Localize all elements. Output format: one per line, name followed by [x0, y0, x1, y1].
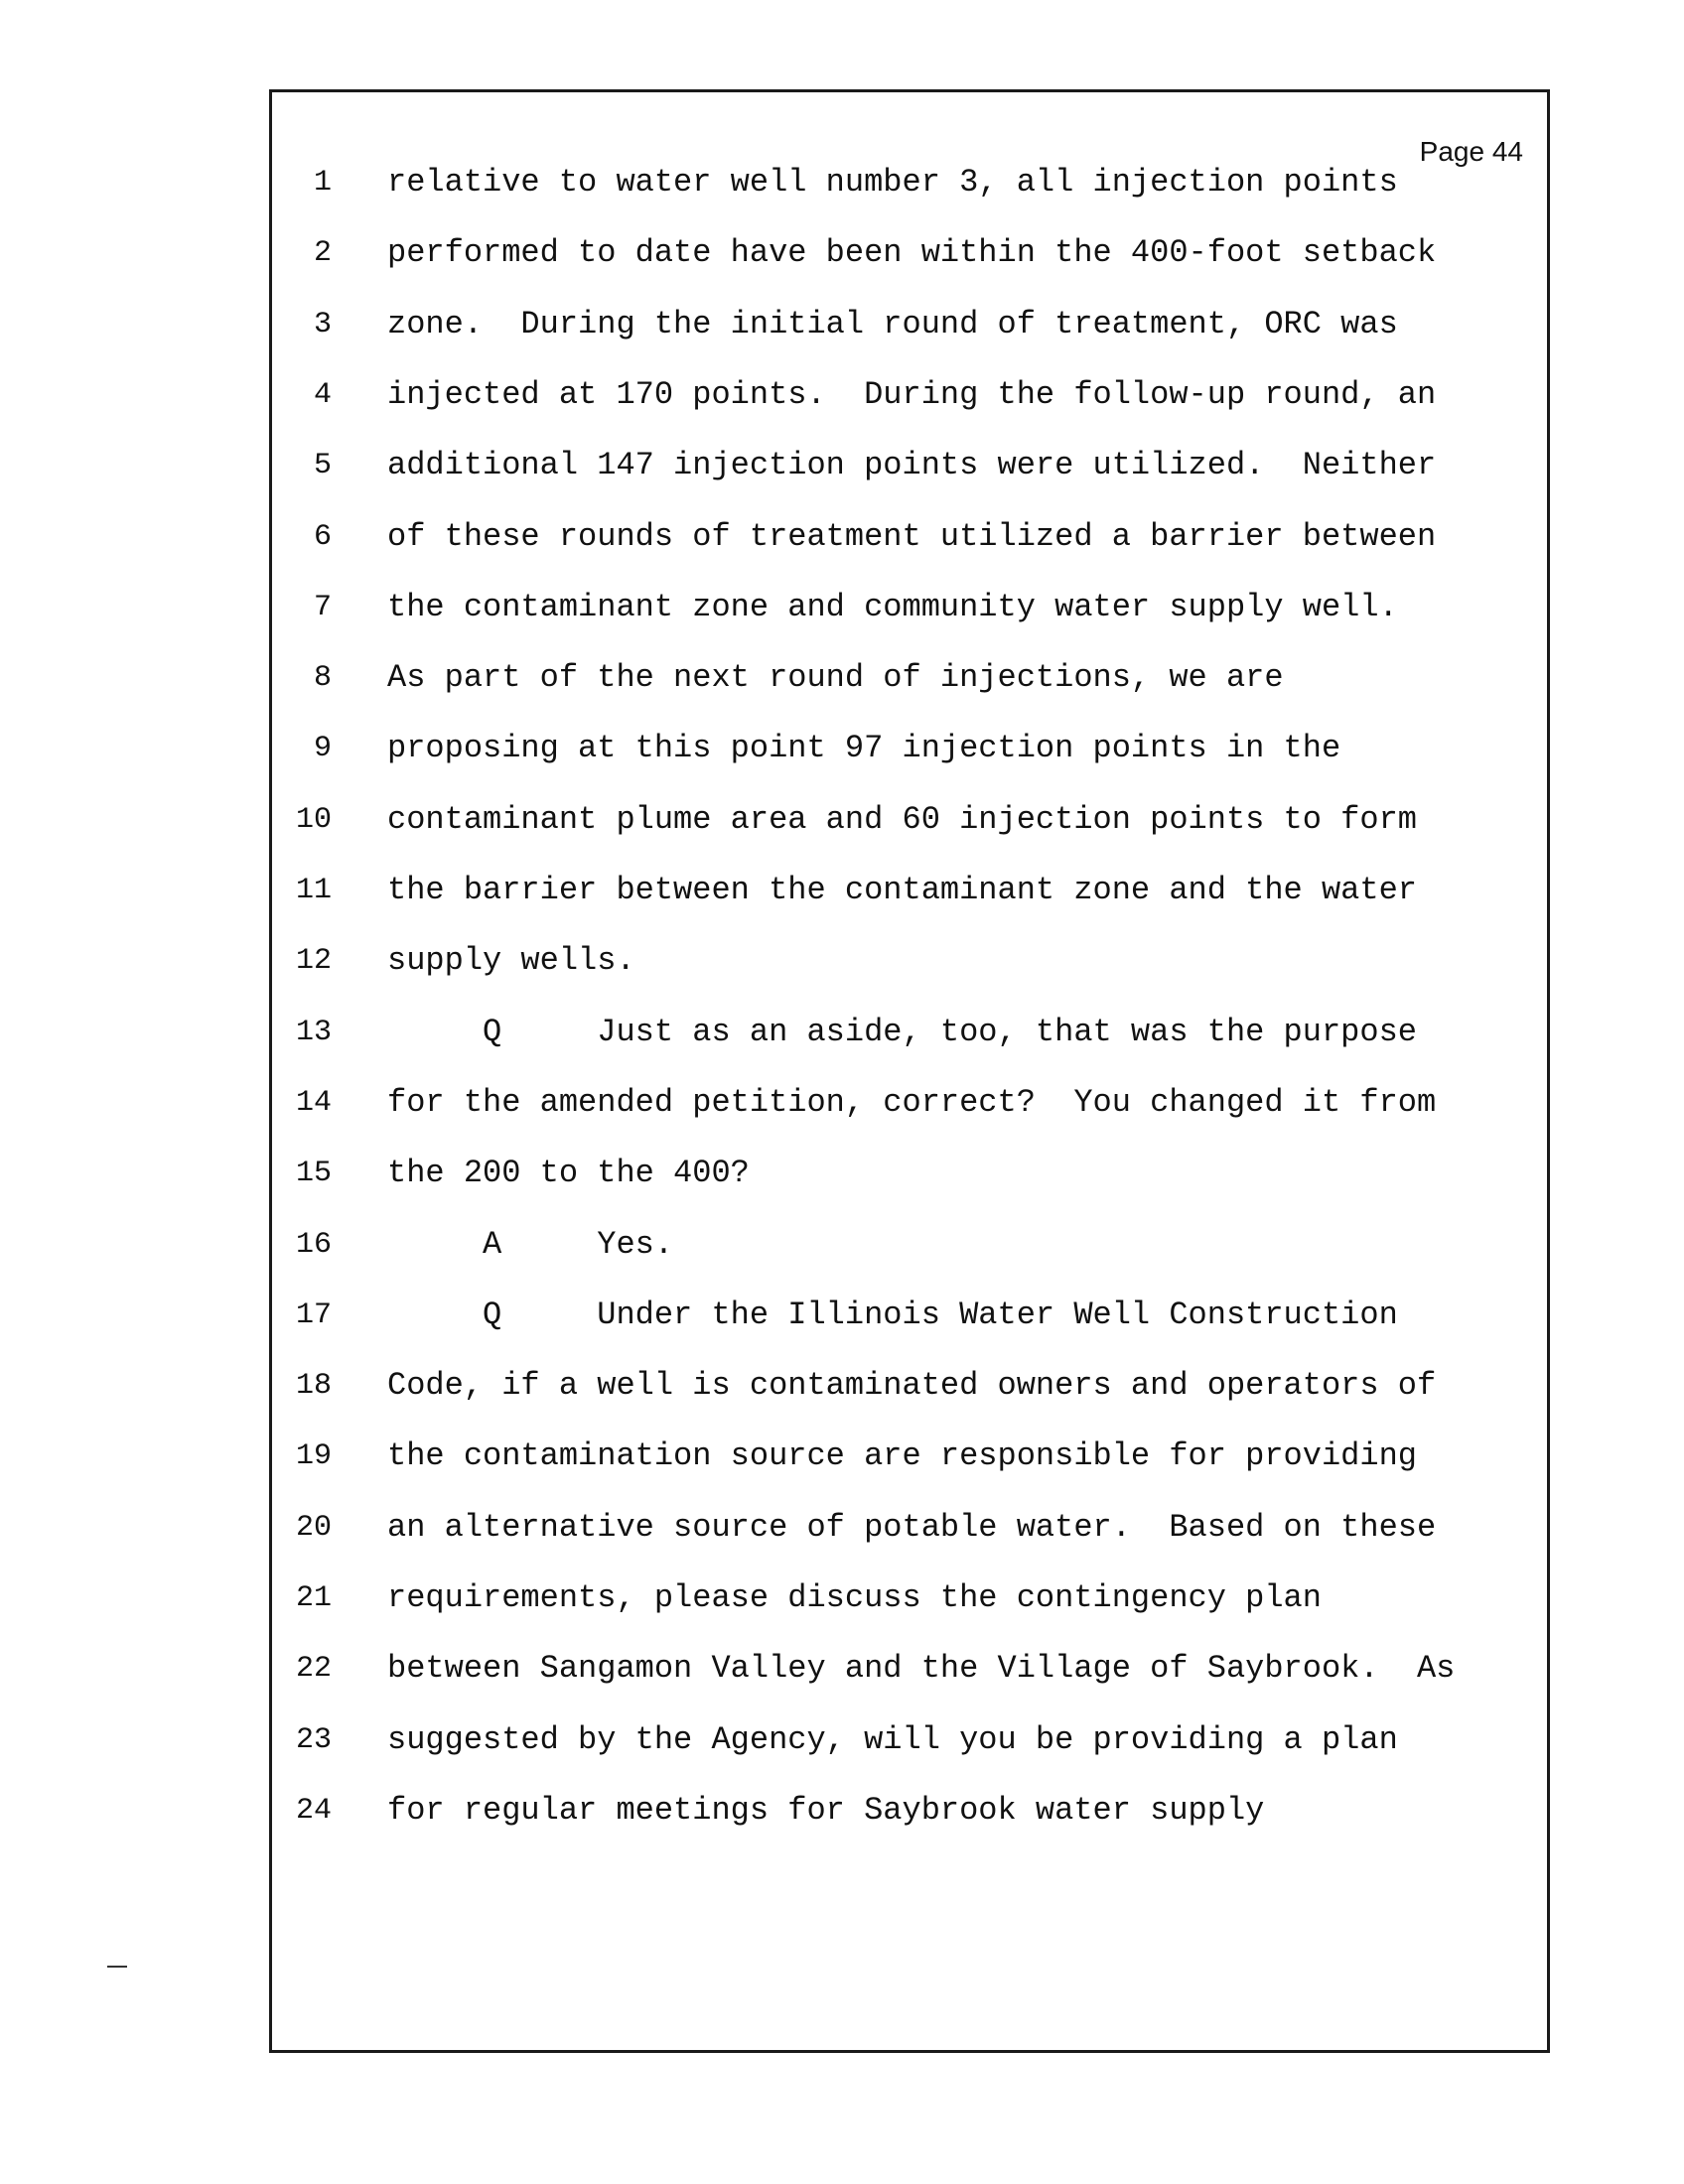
line-text: an alternative source of potable water. Based on these	[387, 1508, 1437, 1546]
transcript-line	[268, 1578, 1549, 1618]
line-text: additional 147 injection points were utilized. Neither	[387, 447, 1437, 484]
line-number: 4	[313, 377, 332, 412]
transcript-line	[268, 375, 1549, 415]
line-number: 1	[313, 166, 332, 200]
line-number: 11	[295, 874, 332, 907]
transcript-line	[268, 446, 1549, 485]
transcript-line	[268, 800, 1549, 840]
transcript-line	[268, 163, 1549, 203]
line-text: suggested by the Agency, will you be providing a plan	[387, 1720, 1398, 1758]
line-number: 14	[295, 1085, 332, 1120]
transcript-line	[268, 1649, 1549, 1689]
transcript-line	[268, 1154, 1549, 1193]
line-number: 19	[295, 1439, 332, 1474]
page-number-label: Page 44	[1419, 136, 1523, 167]
line-number: 12	[295, 944, 332, 979]
line-text: between Sangamon Valley and the Village of Saybrook. As	[387, 1650, 1456, 1688]
line-text: the barrier between the contaminant zone and the water	[387, 872, 1417, 908]
transcript-line	[268, 1013, 1549, 1052]
line-text: the contaminant zone and community water supply well.	[387, 588, 1398, 625]
line-text: injected at 170 points. During the follow-up round, an	[387, 375, 1437, 413]
line-number: 2	[313, 236, 332, 271]
transcript-line	[268, 658, 1549, 698]
transcript-line	[268, 871, 1549, 910]
line-text: for the amended petition, correct? You changed it from	[387, 1083, 1437, 1121]
transcript-line	[268, 1225, 1549, 1265]
transcript-line	[268, 1508, 1549, 1548]
transcript-line	[268, 233, 1549, 273]
line-text: of these rounds of treatment utilized a barrier between	[387, 517, 1437, 555]
transcript-line	[268, 1720, 1549, 1760]
line-number: 16	[295, 1227, 332, 1262]
line-text: performed to date have been within the 400-foot setback	[387, 234, 1437, 272]
line-number: 5	[313, 449, 332, 483]
line-text: Q Just as an aside, too, that was the purpose	[387, 1013, 1417, 1050]
line-text: A Yes.	[387, 1225, 674, 1263]
line-text: requirements, please discuss the contingency plan	[387, 1579, 1322, 1616]
line-number: 24	[295, 1793, 332, 1828]
line-number: 3	[313, 307, 332, 341]
line-text: As part of the next round of injections, we are	[387, 659, 1284, 697]
scan-artifact-mark	[107, 1966, 127, 1968]
line-number: 8	[313, 661, 332, 696]
line-number: 21	[295, 1581, 332, 1615]
line-number: 20	[295, 1510, 332, 1545]
line-text: relative to water well number 3, all injection points	[387, 164, 1398, 201]
transcript-line	[268, 1083, 1549, 1123]
line-text: the contamination source are responsible for providing	[387, 1437, 1417, 1475]
transcript-line	[268, 1436, 1549, 1476]
transcript-line	[268, 729, 1549, 768]
line-text: proposing at this point 97 injection points in the	[387, 730, 1341, 767]
line-number: 15	[295, 1157, 332, 1191]
line-number: 22	[295, 1652, 332, 1687]
line-text: zone. During the initial round of treatment, ORC was	[387, 305, 1398, 342]
line-text: the 200 to the 400?	[387, 1155, 750, 1192]
transcript-line	[268, 517, 1549, 557]
line-number: 9	[313, 732, 332, 766]
transcript-line	[268, 588, 1549, 627]
transcript-line	[268, 1296, 1549, 1335]
line-number: 17	[295, 1297, 332, 1332]
line-text: supply wells.	[387, 942, 635, 980]
line-number: 6	[313, 519, 332, 554]
transcript-line	[268, 1366, 1549, 1406]
line-text: Code, if a well is contaminated owners and operators of	[387, 1367, 1437, 1405]
transcript-line	[268, 941, 1549, 981]
line-text: Q Under the Illinois Water Well Construction	[387, 1296, 1398, 1333]
transcript-line	[268, 305, 1549, 344]
line-text: for regular meetings for Saybrook water supply	[387, 1791, 1265, 1829]
line-number: 10	[295, 802, 332, 837]
line-text: contaminant plume area and 60 injection points to form	[387, 800, 1417, 838]
line-number: 13	[295, 1015, 332, 1049]
line-number: 18	[295, 1369, 332, 1404]
line-number: 23	[295, 1722, 332, 1757]
line-number: 7	[313, 590, 332, 624]
transcript-line	[268, 1791, 1549, 1831]
